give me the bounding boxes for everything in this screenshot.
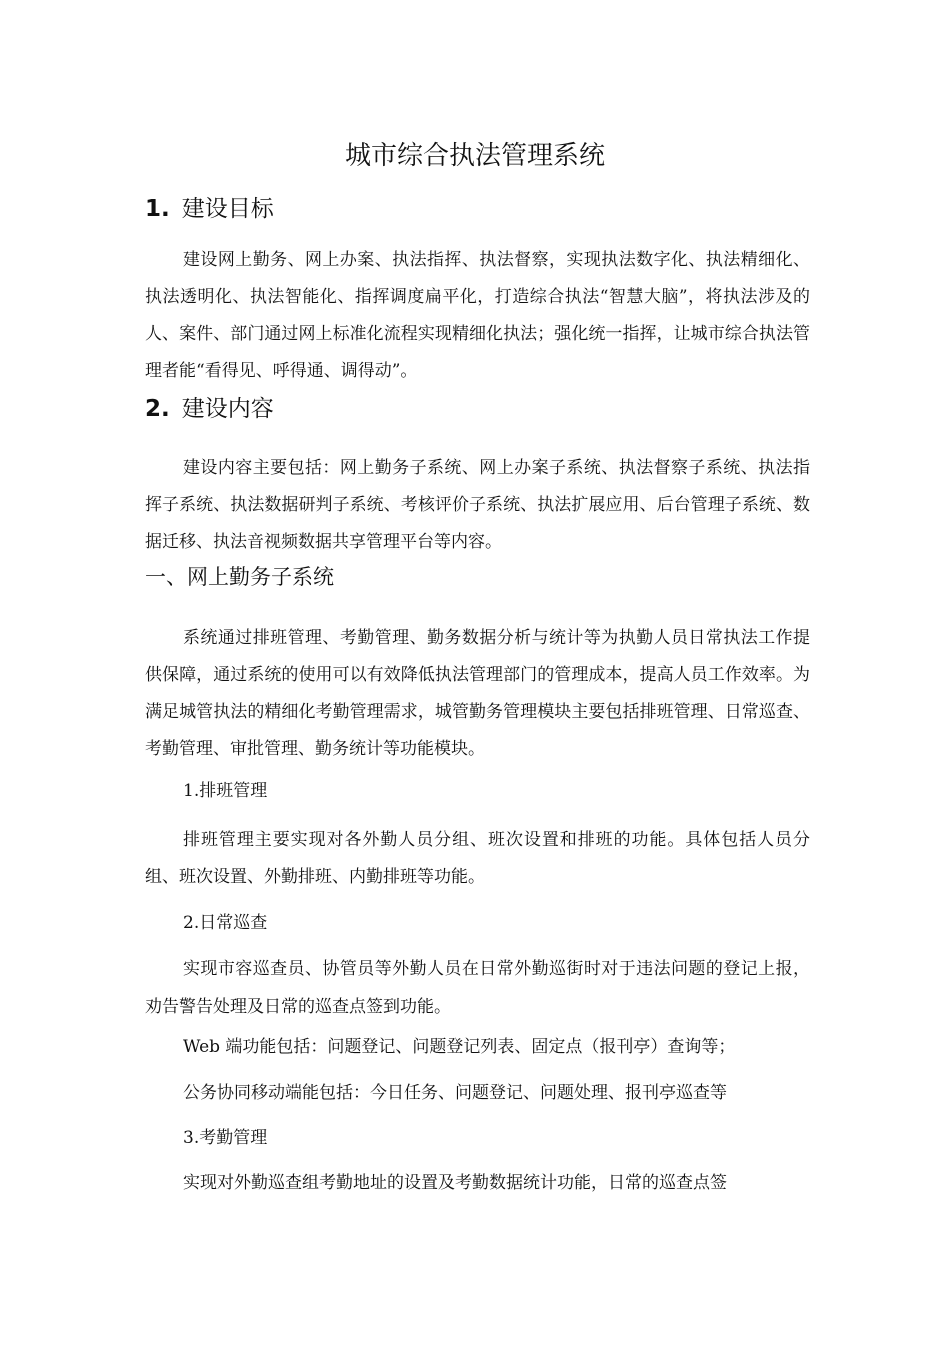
section-heading-contents <box>145 392 274 426</box>
item-label-patrol: 2.日常巡查 <box>183 913 268 933</box>
item-text-attendance: 实现对外勤巡查组考勤地址的设置及考勤数据统计功能，日常的巡查点签 <box>183 1173 727 1193</box>
section-number: 1. <box>145 196 170 222</box>
subsection-heading: 一、网上勤务子系统 <box>145 565 334 589</box>
section-heading-text: 建设目标 <box>181 196 274 222</box>
section-heading-text: 建设内容 <box>181 396 274 422</box>
section-heading-goals <box>145 192 274 226</box>
item-text-scheduling: 排班管理主要实现对各外勤人员分组、班次设置和排班的功能。具体包括人员分组、班次设置、外勤排班、内勤排班等功能。 <box>145 830 810 887</box>
item-mobile-line: 公务协同移动端能包括：今日任务、问题登记、问题处理、报刊亭巡查等 <box>183 1083 727 1103</box>
goals-paragraph: 建设网上勤务、网上办案、执法指挥、执法督察，实现执法数字化、执法精细化、执法透明化、执法智能化、指挥调度扁平化，打造综合执法“智慧大脑”，将执法涉及的人、案件、部门通过网上标准化流程实现精细化执法；强化统一指挥，让城市综合执法管理者能“看得见、呼得通、调得动”。 <box>145 250 810 381</box>
contents-paragraph: 建设内容主要包括：网上勤务子系统、网上办案子系统、执法督察子系统、执法指挥子系统、执法数据研判子系统、考核评价子系统、执法扩展应用、后台管理子系统、数据迁移、执法音视频数据共享管理平台等内容。 <box>145 458 810 552</box>
item-text-patrol: 实现市容巡查员、协管员等外勤人员在日常外勤巡街时对于违法问题的登记上报，劝告警告处理及日常的巡查点签到功能。 <box>145 959 810 1017</box>
item-web-line: Web 端功能包括：问题登记、问题登记列表、固定点（报刊亭）查询等； <box>183 1037 736 1057</box>
item-label-scheduling: 1.排班管理 <box>183 781 268 801</box>
document-title: 城市综合执法管理系统 <box>344 141 605 171</box>
item-label-attendance: 3.考勤管理 <box>183 1128 268 1148</box>
section-number: 2. <box>145 396 170 422</box>
subsection-intro-paragraph: 系统通过排班管理、考勤管理、勤务数据分析与统计等为执勤人员日常执法工作提供保障，通过系统的使用可以有效降低执法管理部门的管理成本，提高人员工作效率。为满足城管执法的精细化考勤管理需求，城管勤务管理模块主要包括排班管理、日常巡查、考勤管理、审批管理、勤务统计等功能模块。 <box>145 628 810 759</box>
